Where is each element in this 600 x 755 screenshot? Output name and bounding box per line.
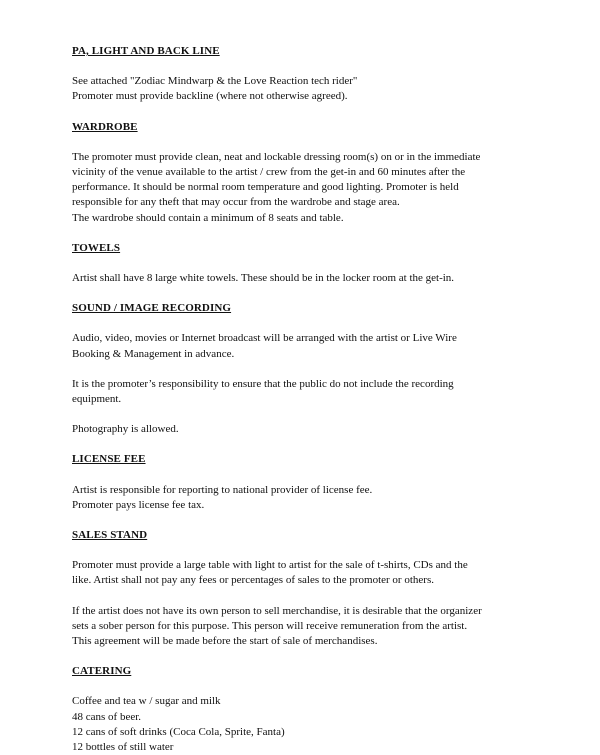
heading-sales-stand: SALES STAND — [72, 529, 148, 542]
text-line: This agreement will be made before the start of sale of merchandises. — [72, 635, 378, 648]
text-line: Audio, video, movies or Internet broadcast will be arranged with the artist or Live Wire — [72, 332, 457, 345]
section-catering — [72, 664, 562, 755]
section-recording — [72, 301, 562, 437]
rider-document — [72, 44, 562, 755]
heading-wardrobe: WARDROBE — [72, 120, 138, 133]
towels-text — [72, 271, 562, 286]
text-line: Artist shall have 8 large white towels. These should be in the locker room at the get-in. — [72, 272, 455, 285]
backline-text — [72, 74, 562, 104]
sales-paragraph-2 — [72, 604, 562, 650]
text-line: Promoter must provide a large table with light to artist for the sale of t-shirts, CDs and the — [72, 559, 468, 572]
text-line: Promoter must provide backline (where not otherwise agreed). — [72, 90, 348, 103]
section-towels — [72, 241, 562, 286]
wardrobe-text — [72, 150, 562, 226]
heading-backline: PA, LIGHT AND BACK LINE — [72, 45, 220, 57]
text-line: The wardrobe should contain a minimum of 8 seats and table. — [72, 211, 344, 224]
text-line: performance. It should be normal room temperature and good lighting. Promoter is held — [72, 181, 459, 194]
heading-license-fee: LICENSE FEE — [72, 453, 146, 466]
text-line: If the artist does not have its own person to sell merchandise, it is desirable that the organizer — [72, 604, 482, 617]
text-line: sets a sober person for this purpose. This person will receive remuneration from the artist. — [72, 619, 468, 632]
recording-paragraph-1 — [72, 331, 562, 361]
text-line: Booking & Management in advance. — [72, 347, 235, 360]
heading-catering: CATERING — [72, 665, 132, 678]
list-item: 48 cans of beer. — [72, 710, 142, 723]
text-line: Promoter pays license fee tax. — [72, 498, 205, 511]
list-item: 12 bottles of still water — [72, 741, 174, 754]
section-license-fee — [72, 452, 562, 513]
sales-paragraph-1 — [72, 558, 562, 588]
section-wardrobe — [72, 120, 562, 226]
text-line: The promoter must provide clean, neat and lockable dressing room(s) on or in the immediate — [72, 150, 481, 163]
list-item: Coffee and tea w / sugar and milk — [72, 695, 221, 708]
list-item: 12 cans of soft drinks (Coca Cola, Sprite, Fanta) — [72, 725, 285, 738]
recording-paragraph-2 — [72, 377, 562, 407]
text-line: Photography is allowed. — [72, 423, 179, 436]
text-line: vicinity of the venue available to the artist / crew from the get-in and 60 minutes after the — [72, 166, 466, 179]
heading-towels: TOWELS — [72, 241, 121, 254]
heading-recording: SOUND / IMAGE RECORDING — [72, 302, 232, 315]
section-backline — [72, 44, 562, 105]
recording-paragraph-3 — [72, 422, 562, 437]
section-sales-stand — [72, 528, 562, 649]
text-line: It is the promoter’s responsibility to ensure that the public do not include the recording — [72, 377, 454, 390]
text-line: responsible for any theft that may occur from the wardrobe and stage area. — [72, 196, 400, 209]
text-line: See attached "Zodiac Mindwarp & the Love Reaction tech rider" — [72, 75, 358, 88]
text-line: equipment. — [72, 393, 122, 406]
license-text — [72, 483, 562, 513]
text-line: Artist is responsible for reporting to national provider of license fee. — [72, 483, 373, 496]
catering-list — [72, 694, 562, 755]
text-line: like. Artist shall not pay any fees or percentages of sales to the promoter or others. — [72, 574, 434, 587]
